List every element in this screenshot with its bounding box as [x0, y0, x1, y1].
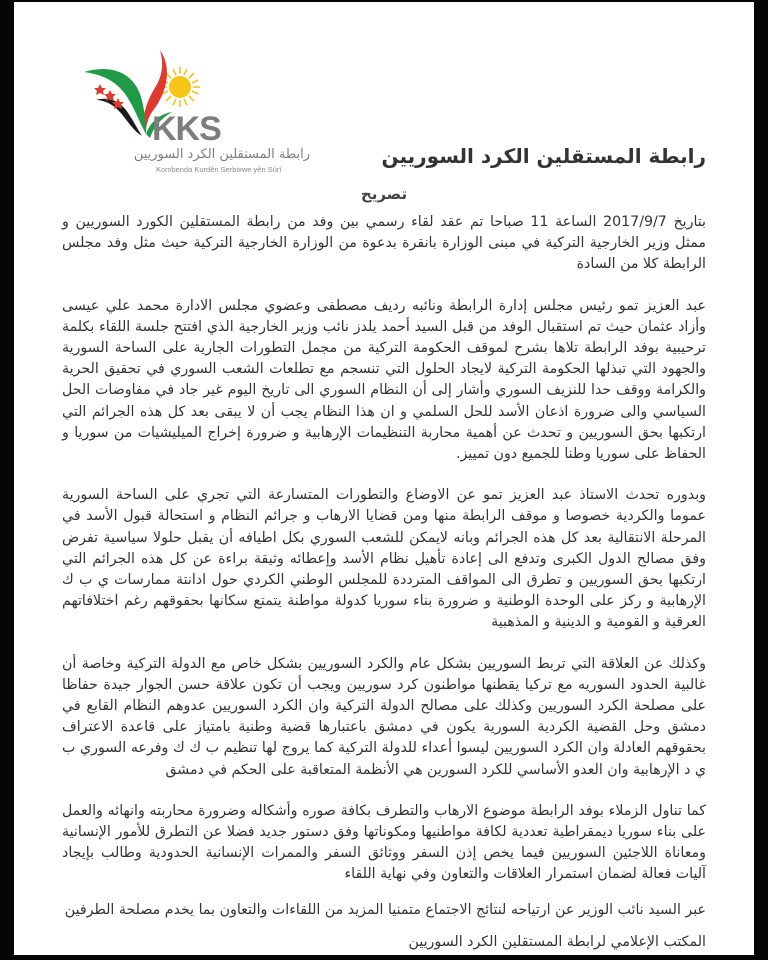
logo-latin-name: Kombenda Kurdên Serbixwe yên Sûrî — [156, 165, 282, 174]
paragraph-delegation: عبد العزيز تمو رئيس مجلس إدارة الرابطة ونائبه رديف مصطفى وعضوي مجلس الادارة محمد علي عيسى وأزاد عثمان حيث تم استقبال الوفد من قبل السيد أحمد يلدز نائب وزير الخارجية الذي افتتح جلسة اللقاء بكلمة ترحيبية بوفد الرابطة تلاها بشرح لموقف الحكومة التركية من مجمل التطورات الجارية على الساحة السورية والجهود التي تبذلها الحكومة التركية لايجاد الحلول التي تنسجم مع تطلعات الشعب السوري في تحقيق الحرية والكرامة ووقف حدا للنزيف السوري وأشار إلى أن النظام السوري الى تاريخ اليوم غير جاد في مفاوضات الحل السياسي والى ضرورة اذعان الأسد للحل السلمي و ان هذا النظام يجب أن لا يبقى بعد كل هذه الجرائم التي ارتكبها بحق السوريين و تحدث عن أهمية محاربة التنظيمات الإرهابية و ضرورة إخراج الميليشيات من سوريا و الحفاظ على سوريا وطنا للجميع دون تمييز. — [62, 297, 706, 463]
logo-arabic-name: رابطة المستقلين الكرد السوريين — [133, 147, 310, 162]
media-office-signature: المكتب الإعلامي لرابطة المستقلين الكرد السوريين — [408, 934, 706, 950]
paragraph-meeting-intro: بتاريخ 2017/9/7 الساعة 11 صباحا تم عقد لقاء رسمي بين وفد من رابطة المستقلين الكورد السوريين و ممثل وزير الخارجية التركية في مبنى الوزارة بانقرة بدعوة من الوزارة الخارجية التركية حيث مثل وفد مجلس الرابطة كلا من السادة — [62, 214, 706, 273]
paragraph-president-remarks: وبدوره تحدث الاستاذ عبد العزيز تمو عن الاوضاع والتطورات المتسارعة التي تجري على الساحة السورية عموما والكردية خصوصا و موقف الرابطة منها ومن قضايا الارهاب و جرائم النظام و استحالة قبول الأسد في المرحلة الانتقالية بعد كل هذه الجرائم وبانه لايمكن للشعب السوري بكل اطيافه أن يقبل حلولا سياسية تفرض وفق مصالح الدول الكبرى وتدفع الى إعادة تأهيل نظام الأسد وإعطائه وثيقة براءة عن كل هذه الجرائم التي ارتكبها بحق السوريين و تطرق الى المواقف المترددة للمجلس الوطني الكردي حول ادانتة ممارسات ي ب ك الإرهابية و ركز على الوحدة الوطنية و ضرورة بناء سوريا كدولة مواطنة يتمتع سكانها بحقوقهم رغم اختلافاتهم العرقية و القومية و الدينية و المذهبية — [62, 487, 706, 631]
document-heading: تصريح — [360, 185, 408, 203]
logo-abbreviation: KKS — [152, 110, 221, 148]
paragraph-turkish-relations: وكذلك عن العلاقة التي تربط السوريين بشكل عام والكرد السوريين بشكل خاص مع الدولة التركية وخاصة أن غالبية الحدود السوريه مع تركيا يقطنها مواطنون كرد سوريين ويجب أن تكون علاقة حسن الجوار جيدة حفاظا على مصلحة الكرد السوريين وكذلك على مصالح الدولة التركية وان الكرد السوريين عدوهم النظام القابع في دمشق وحل القضية الكردية السورية يكون في دمشق باعتبارها قضية وطنية بامتياز على قاعدة الاعتراف بحقوقهم العادلة وان الكرد السوريين ليسوا أعداء للدولة التركية كما يروج لها تنظيم ب ك ك وفرعه السوري ب ي د الإرهابية وان العدو الأساسي للكرد السورين هي الأنظمة المتعاقبة على الحكم في دمشق — [62, 655, 706, 778]
paragraph-closing: عبر السيد نائب الوزير عن ارتياحه لنتائج الاجتماع متمنيا المزيد من اللقاءات والتعاون بما يخدم مصلحة الطرفين — [64, 901, 706, 918]
paragraph-terrorism-humanitarian: كما تناول الزملاء بوفد الرابطة موضوع الارهاب والتطرف بكافة صوره وأشكاله وضرورة محاربته وانهائه والعمل على بناء سوريا ديمقراطية تعددية لكافة مواطنيها ومكوناتها وفق دستور جديد فضلا عن التطرق للأمور الإنسانية ومعاناة اللاجئين السوريين فيما يخص إذن السفر ووثائق السفر والممرات الإنسانية الحدودية وطالب بإيجاد آليات فعالة لضمان استمرار العلاقات والتعاون وفي نهاية اللقاء — [62, 802, 706, 883]
statement-body — [62, 212, 706, 935]
organization-title: رابطة المستقلين الكرد السوريين — [381, 144, 706, 168]
document-page — [14, 2, 754, 955]
organization-logo — [80, 42, 330, 177]
